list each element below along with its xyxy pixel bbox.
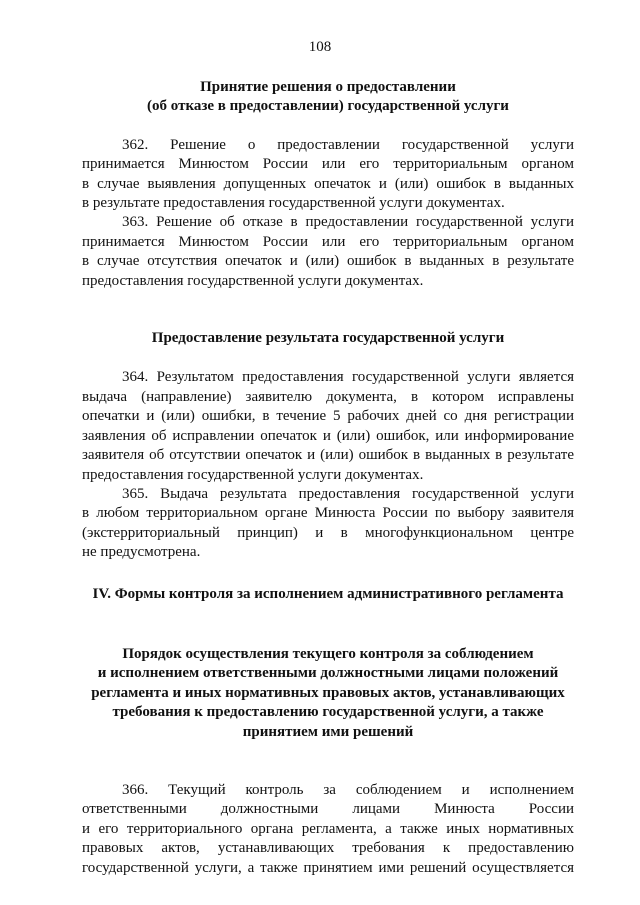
paragraph-line: в результате предоставления государственной услуги документах.: [82, 195, 505, 212]
paragraph-line: 363. Решение об отказе в предоставлении государственной услуги: [122, 214, 574, 231]
paragraph-line: правовых актов, устанавливающих требования к предоставлению: [82, 840, 574, 857]
paragraph-line: опечатки и (или) ошибки, в течение 5 рабочих дней со дня регистрации: [82, 408, 574, 425]
paragraph-line: выдача (направление) заявителю документа, в котором исправлены: [82, 388, 574, 405]
heading-line: регламента и иных нормативных правовых актов, устанавливающих: [91, 684, 565, 701]
paragraph-line: государственной услуги, а также принятием ими решений осуществляется: [82, 859, 574, 876]
heading-line: принятием ими решений: [242, 723, 414, 740]
heading-line: Принятие решения о предоставлении: [200, 79, 456, 95]
page-content: [82, 78, 574, 878]
paragraph-line: предоставления государственной услуги документах.: [82, 466, 424, 483]
paragraph-line: заявления об исправлении опечаток и (или) ошибок, или информирование: [82, 427, 574, 444]
section-heading-result: [82, 329, 574, 348]
paragraph-line: (экстерриториальный принцип) и в многофункциональном центре: [82, 524, 574, 541]
page-number: 108: [308, 39, 332, 55]
paragraph-line: ответственными должностными лицами Минюста России: [82, 801, 574, 818]
paragraph-line: в случае отсутствия опечаток и (или) ошибок в выданных в результате: [82, 253, 574, 270]
paragraph-line: не предусмотрена.: [82, 544, 201, 561]
paragraph-362: [82, 136, 574, 214]
paragraph-line: 364. Результатом предоставления государственной услуги является: [122, 369, 574, 386]
paragraph-line: 365. Выдача результата предоставления государственной услуги: [122, 485, 574, 502]
heading-line: (об отказе в предоставлении) государственной услуги: [147, 98, 509, 115]
paragraph-line: в любом территориальном органе Минюста России по выбору заявителя: [82, 505, 574, 522]
paragraph-line: и его территориального органа регламента, а также иных нормативных: [82, 820, 574, 837]
paragraph-line: предоставления государственной услуги документах.: [82, 272, 424, 289]
heading-line: Порядок осуществления текущего контроля за соблюдением: [122, 645, 534, 662]
chapter-heading-control-forms: [82, 585, 574, 604]
paragraph-line: в случае выявления допущенных опечаток и (или) ошибок в выданных: [82, 175, 574, 192]
heading-line: и исполнением ответственными должностными лицами положений: [97, 665, 559, 682]
paragraph-line: принимается Минюстом России или его территориальным органом: [82, 233, 574, 250]
heading-line: Предоставление результата государственной услуги: [151, 330, 505, 347]
paragraph-line: заявителя об отсутствии опечаток и (или) ошибок в выданных в результате: [82, 447, 574, 464]
paragraph-line: 362. Решение о предоставлении государственной услуги: [122, 136, 574, 153]
paragraph-364: [82, 368, 574, 484]
paragraph-line: 366. Текущий контроль за соблюдением и исполнением: [122, 781, 574, 798]
section-heading-decision: [82, 78, 574, 117]
section-heading-current-control: [82, 645, 574, 742]
paragraph-365: [82, 485, 574, 563]
paragraph-line: принимается Минюстом России или его территориальным органом: [82, 156, 574, 173]
heading-line: IV. Формы контроля за исполнением административного регламента: [92, 585, 564, 602]
heading-line: требования к предоставлению государственной услуги, а также: [112, 704, 544, 721]
paragraph-363: [82, 213, 574, 291]
paragraph-366: [82, 781, 574, 878]
